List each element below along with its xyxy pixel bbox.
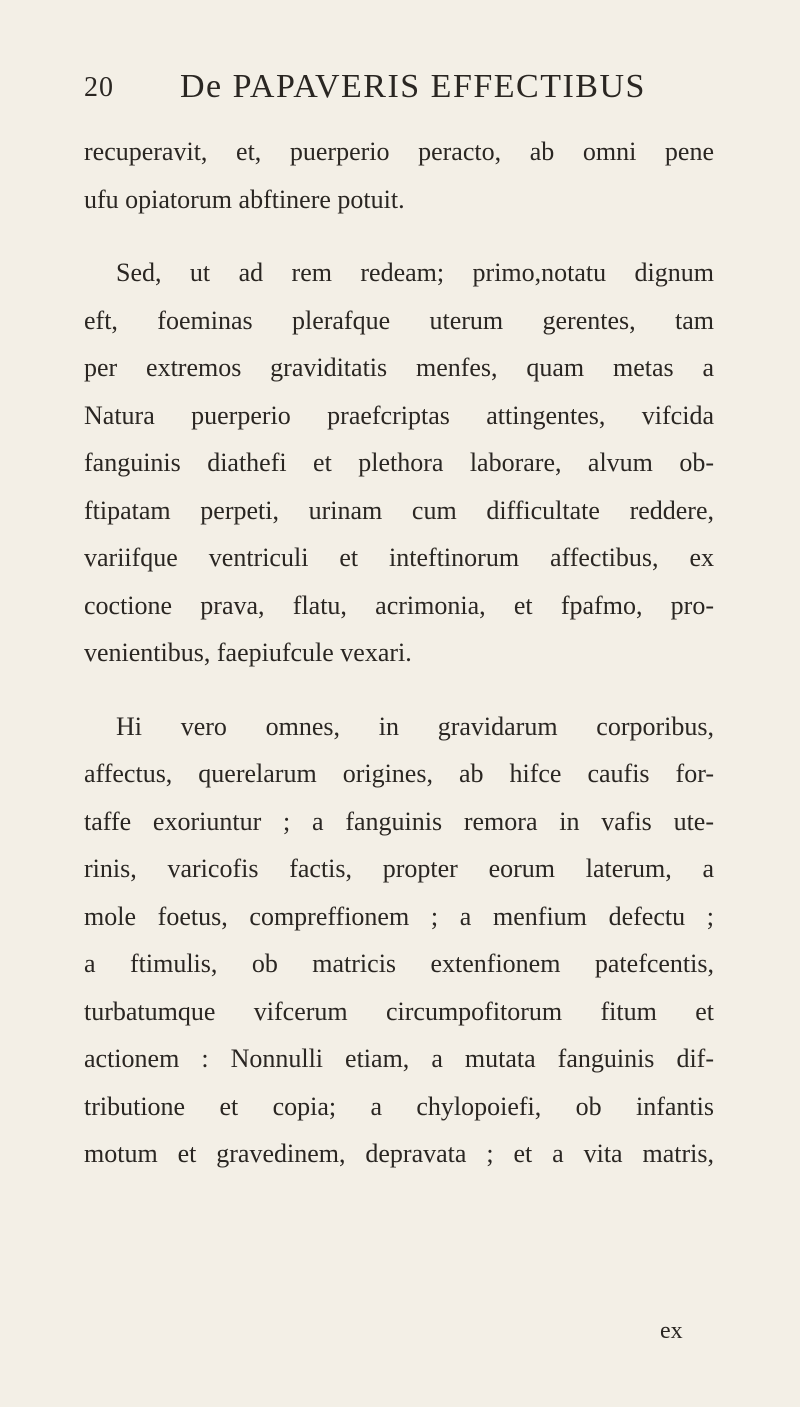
page-number: 20	[84, 72, 114, 103]
paragraph	[84, 249, 714, 677]
text-line: ufu opiatorum abftinere potuit.	[84, 184, 405, 214]
text-line: rinis, varicofis factis, propter eorum laterum, a	[84, 854, 714, 883]
text-line: Sed, ut ad rem redeam; primo,notatu dignum	[116, 258, 714, 287]
text-line: affectus, querelarum origines, ab hifce caufis for-	[84, 759, 714, 788]
paragraph	[84, 703, 714, 1178]
text-line: motum et gravedinem, depravata ; et a vita matris,	[84, 1139, 714, 1168]
text-line: venientibus, faepiufcule vexari.	[84, 638, 412, 667]
text-line: coctione prava, flatu, acrimonia, et fpafmo, pro-	[84, 590, 714, 620]
running-title: De PAPAVERIS EFFECTIBUS	[180, 68, 646, 105]
text-line: turbatumque vifcerum circumpofitorum fitum et	[84, 996, 714, 1026]
text-line: eft, foeminas plerafque uterum gerentes, tam	[84, 305, 714, 335]
text-line: mole foetus, compreffionem ; a menfium defectu ;	[84, 901, 714, 931]
catchword: ex	[660, 1318, 683, 1344]
body-text	[84, 128, 714, 1178]
paragraph	[84, 128, 714, 223]
text-line: Natura puerperio praefcriptas attingentes, vifcida	[84, 400, 714, 430]
text-line: a ftimulis, ob matricis extenfionem patefcentis,	[84, 949, 714, 978]
text-line: tributione et copia; a chylopoiefi, ob infantis	[84, 1091, 714, 1121]
text-line: fanguinis diathefi et plethora laborare, alvum ob-	[84, 448, 714, 477]
text-line: Hi vero omnes, in gravidarum corporibus,	[116, 711, 714, 741]
text-line: ftipatam perpeti, urinam cum difficultate reddere,	[84, 495, 714, 525]
text-line: per extremos graviditatis menfes, quam metas a	[84, 353, 714, 382]
text-line: actionem : Nonnulli etiam, a mutata fanguinis dif-	[84, 1044, 714, 1073]
text-line: taffe exoriuntur ; a fanguinis remora in vafis ute-	[84, 806, 714, 836]
text-line: variifque ventriculi et inteftinorum affectibus, ex	[84, 543, 714, 572]
page-header	[84, 68, 704, 116]
text-line: recuperavit, et, puerperio peracto, ab omni pene	[84, 137, 714, 166]
